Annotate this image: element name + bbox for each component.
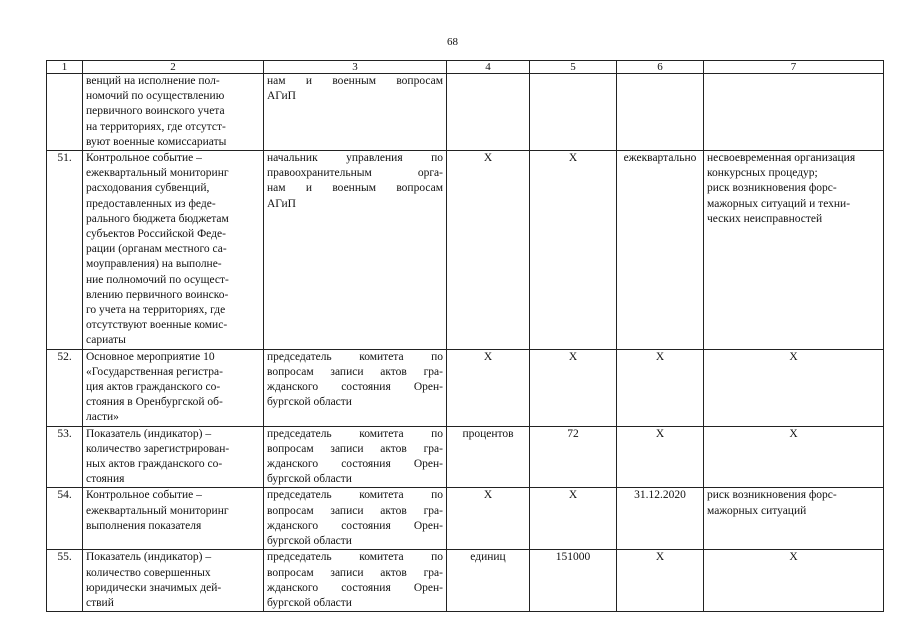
term-cell bbox=[617, 488, 704, 550]
table-row bbox=[47, 151, 884, 350]
cell-text-line: председатель комитета по bbox=[267, 427, 443, 440]
cell-text-line: нам и военным вопросам bbox=[267, 75, 443, 87]
unit-cell bbox=[447, 349, 530, 426]
cell-text: X bbox=[568, 152, 578, 165]
value-cell bbox=[530, 426, 617, 488]
cell-text-line: ция актов гражданского со- bbox=[86, 381, 221, 394]
cell-text-line: жданского состояния Орен- bbox=[267, 381, 443, 394]
cell-text-line: бургской области bbox=[267, 473, 352, 486]
cell-text-line: Показатель (индикатор) – bbox=[86, 551, 212, 564]
cell-text-line: X bbox=[789, 427, 798, 440]
row-number-cell bbox=[47, 349, 83, 426]
cell-text: 151000 bbox=[555, 551, 591, 564]
cell-text-line: председатель комитета по bbox=[267, 551, 443, 564]
term-cell bbox=[617, 426, 704, 488]
responsible-cell bbox=[264, 426, 447, 488]
cell-text: 51. bbox=[57, 152, 72, 165]
cell-text: процентов bbox=[462, 427, 514, 440]
cell-text-line: стояния bbox=[86, 473, 125, 486]
cell-text: 31.12.2020 bbox=[634, 489, 686, 502]
unit-cell bbox=[447, 426, 530, 488]
column-number-header-row bbox=[47, 61, 884, 74]
term-cell bbox=[617, 151, 704, 350]
cell-text-line: ние полномочий по осущест- bbox=[86, 273, 229, 286]
cell-text: 55. bbox=[57, 551, 72, 564]
cell-text: 52. bbox=[57, 350, 72, 363]
responsible-cell bbox=[264, 74, 447, 151]
unit-cell bbox=[447, 488, 530, 550]
header-cell: 4 bbox=[447, 61, 530, 74]
cell-text-line: X bbox=[789, 551, 798, 564]
table-row bbox=[47, 550, 884, 612]
cell-text-line: ежеквартальный мониторинг bbox=[86, 167, 229, 180]
cell-text-line: предоставленных из феде- bbox=[86, 197, 216, 210]
term-cell bbox=[617, 74, 704, 151]
row-number-cell bbox=[47, 151, 83, 350]
unit-cell bbox=[447, 151, 530, 350]
risk-cell bbox=[704, 488, 884, 550]
cell-text-line: юридически значимых дей- bbox=[86, 581, 222, 594]
risk-cell bbox=[704, 151, 884, 350]
term-cell bbox=[617, 550, 704, 612]
risk-cell bbox=[704, 426, 884, 488]
cell-text-line: рации (органам местного са- bbox=[86, 243, 227, 256]
cell-text-line: конкурсных процедур; bbox=[707, 167, 818, 180]
cell-text: X bbox=[483, 350, 493, 363]
cell-text-line: венций на исполнение пол- bbox=[86, 75, 220, 87]
cell-text-line: бургской области bbox=[267, 596, 352, 609]
cell-text: X bbox=[655, 551, 665, 564]
cell-text-line: Показатель (индикатор) – bbox=[86, 427, 212, 440]
cell-text: X bbox=[568, 350, 578, 363]
responsible-cell bbox=[264, 349, 447, 426]
cell-text-line: Основное мероприятие 10 bbox=[86, 350, 215, 363]
cell-text-line: Контрольное событие – bbox=[86, 489, 202, 502]
cell-text: X bbox=[483, 152, 493, 165]
row-number-cell bbox=[47, 550, 83, 612]
header-cell: 7 bbox=[704, 61, 884, 74]
cell-text: 72 bbox=[567, 427, 579, 440]
risk-cell bbox=[704, 74, 884, 151]
event-name-cell bbox=[83, 151, 264, 350]
cell-text-line: риск возникновения форс- bbox=[707, 182, 837, 195]
cell-text-line: влению первичного воинско- bbox=[86, 288, 229, 301]
term-cell bbox=[617, 349, 704, 426]
value-cell bbox=[530, 550, 617, 612]
table-row bbox=[47, 426, 884, 488]
event-name-cell bbox=[83, 488, 264, 550]
risk-cell bbox=[704, 550, 884, 612]
cell-text-line: бургской области bbox=[267, 535, 352, 548]
cell-text: X bbox=[568, 489, 578, 502]
cell-text-line: субъектов Российской Феде- bbox=[86, 228, 226, 241]
cell-text-line: сариаты bbox=[86, 334, 126, 347]
value-cell bbox=[530, 488, 617, 550]
cell-text: X bbox=[483, 489, 493, 502]
table-row bbox=[47, 74, 884, 151]
page-number: 68 bbox=[447, 36, 458, 48]
event-name-cell bbox=[83, 74, 264, 151]
table-body bbox=[47, 61, 884, 612]
row-number-cell bbox=[47, 426, 83, 488]
cell-text-line: Контрольное событие – bbox=[86, 152, 202, 165]
value-cell bbox=[530, 349, 617, 426]
plan-table bbox=[46, 60, 884, 612]
cell-text-line: количество зарегистрирован- bbox=[86, 442, 230, 455]
cell-text-line: количество совершенных bbox=[86, 566, 211, 579]
cell-text-line: моуправления) на выполне- bbox=[86, 258, 222, 271]
cell-text: 53. bbox=[57, 427, 72, 440]
header-cell: 2 bbox=[83, 61, 264, 74]
cell-text-line: рального бюджета бюджетам bbox=[86, 212, 229, 225]
cell-text-line: X bbox=[789, 350, 798, 363]
cell-text-line: первичного воинского учета bbox=[86, 105, 225, 118]
cell-text-line: номочий по осуществлению bbox=[86, 90, 225, 103]
cell-text-line: жданского состояния Орен- bbox=[267, 519, 443, 532]
risk-cell bbox=[704, 349, 884, 426]
cell-text-line: жданского состояния Орен- bbox=[267, 458, 443, 471]
row-number-cell bbox=[47, 488, 83, 550]
value-cell bbox=[530, 74, 617, 151]
event-name-cell bbox=[83, 349, 264, 426]
unit-cell bbox=[447, 550, 530, 612]
cell-text-line: АГиП bbox=[267, 90, 296, 103]
cell-text-line: стояния в Оренбургской об- bbox=[86, 396, 223, 409]
row-number-cell bbox=[47, 74, 83, 151]
cell-text-line: председатель комитета по bbox=[267, 350, 443, 363]
table-row bbox=[47, 349, 884, 426]
header-cell: 3 bbox=[264, 61, 447, 74]
cell-text-line: председатель комитета по bbox=[267, 489, 443, 502]
cell-text-line: жданского состояния Орен- bbox=[267, 581, 443, 594]
event-name-cell bbox=[83, 550, 264, 612]
cell-text-line: нам и военным вопросам bbox=[267, 182, 443, 195]
cell-text-line: вопросам записи актов гра- bbox=[267, 504, 443, 517]
header-cell: 5 bbox=[530, 61, 617, 74]
cell-text-line: ласти» bbox=[86, 411, 119, 424]
cell-text: X bbox=[655, 427, 665, 440]
cell-text-line: вопросам записи актов гра- bbox=[267, 365, 443, 378]
cell-text-line: ческих неисправностей bbox=[707, 212, 823, 225]
header-cell: 6 bbox=[617, 61, 704, 74]
cell-text-line: вуют военные комиссариаты bbox=[86, 135, 227, 148]
cell-text-line: расходования субвенций, bbox=[86, 182, 210, 195]
responsible-cell bbox=[264, 151, 447, 350]
unit-cell bbox=[447, 74, 530, 151]
value-cell bbox=[530, 151, 617, 350]
cell-text-line: «Государственная регистра- bbox=[86, 365, 223, 378]
cell-text-line: правоохранительным орга- bbox=[267, 167, 443, 180]
cell-text-line: ежеквартальный мониторинг bbox=[86, 504, 229, 517]
cell-text: 54. bbox=[57, 489, 72, 502]
cell-text-line: выполнения показателя bbox=[86, 519, 202, 532]
cell-text-line: мажорных ситуаций и техни- bbox=[707, 197, 851, 210]
responsible-cell bbox=[264, 550, 447, 612]
cell-text-line: несвоевременная организация bbox=[707, 152, 856, 165]
cell-text-line: ствий bbox=[86, 596, 114, 609]
cell-text-line: вопросам записи актов гра- bbox=[267, 442, 443, 455]
cell-text-line: на территориях, где отсутст- bbox=[86, 120, 226, 133]
cell-text-line: бургской области bbox=[267, 396, 352, 409]
header-cell: 1 bbox=[47, 61, 83, 74]
cell-text-line: начальник управления по bbox=[267, 152, 443, 165]
cell-text: X bbox=[655, 350, 665, 363]
table-row bbox=[47, 488, 884, 550]
event-name-cell bbox=[83, 426, 264, 488]
responsible-cell bbox=[264, 488, 447, 550]
cell-text-line: мажорных ситуаций bbox=[707, 504, 807, 517]
cell-text: ежеквартально bbox=[623, 152, 697, 165]
cell-text: единиц bbox=[470, 551, 506, 564]
cell-text-line: го учета на территориях, где bbox=[86, 304, 226, 317]
cell-text-line: отсутствуют военные комис- bbox=[86, 319, 228, 332]
cell-text-line: риск возникновения форс- bbox=[707, 489, 837, 502]
cell-text-line: вопросам записи актов гра- bbox=[267, 566, 443, 579]
cell-text-line: АГиП bbox=[267, 197, 296, 210]
cell-text-line: ных актов гражданского со- bbox=[86, 458, 223, 471]
